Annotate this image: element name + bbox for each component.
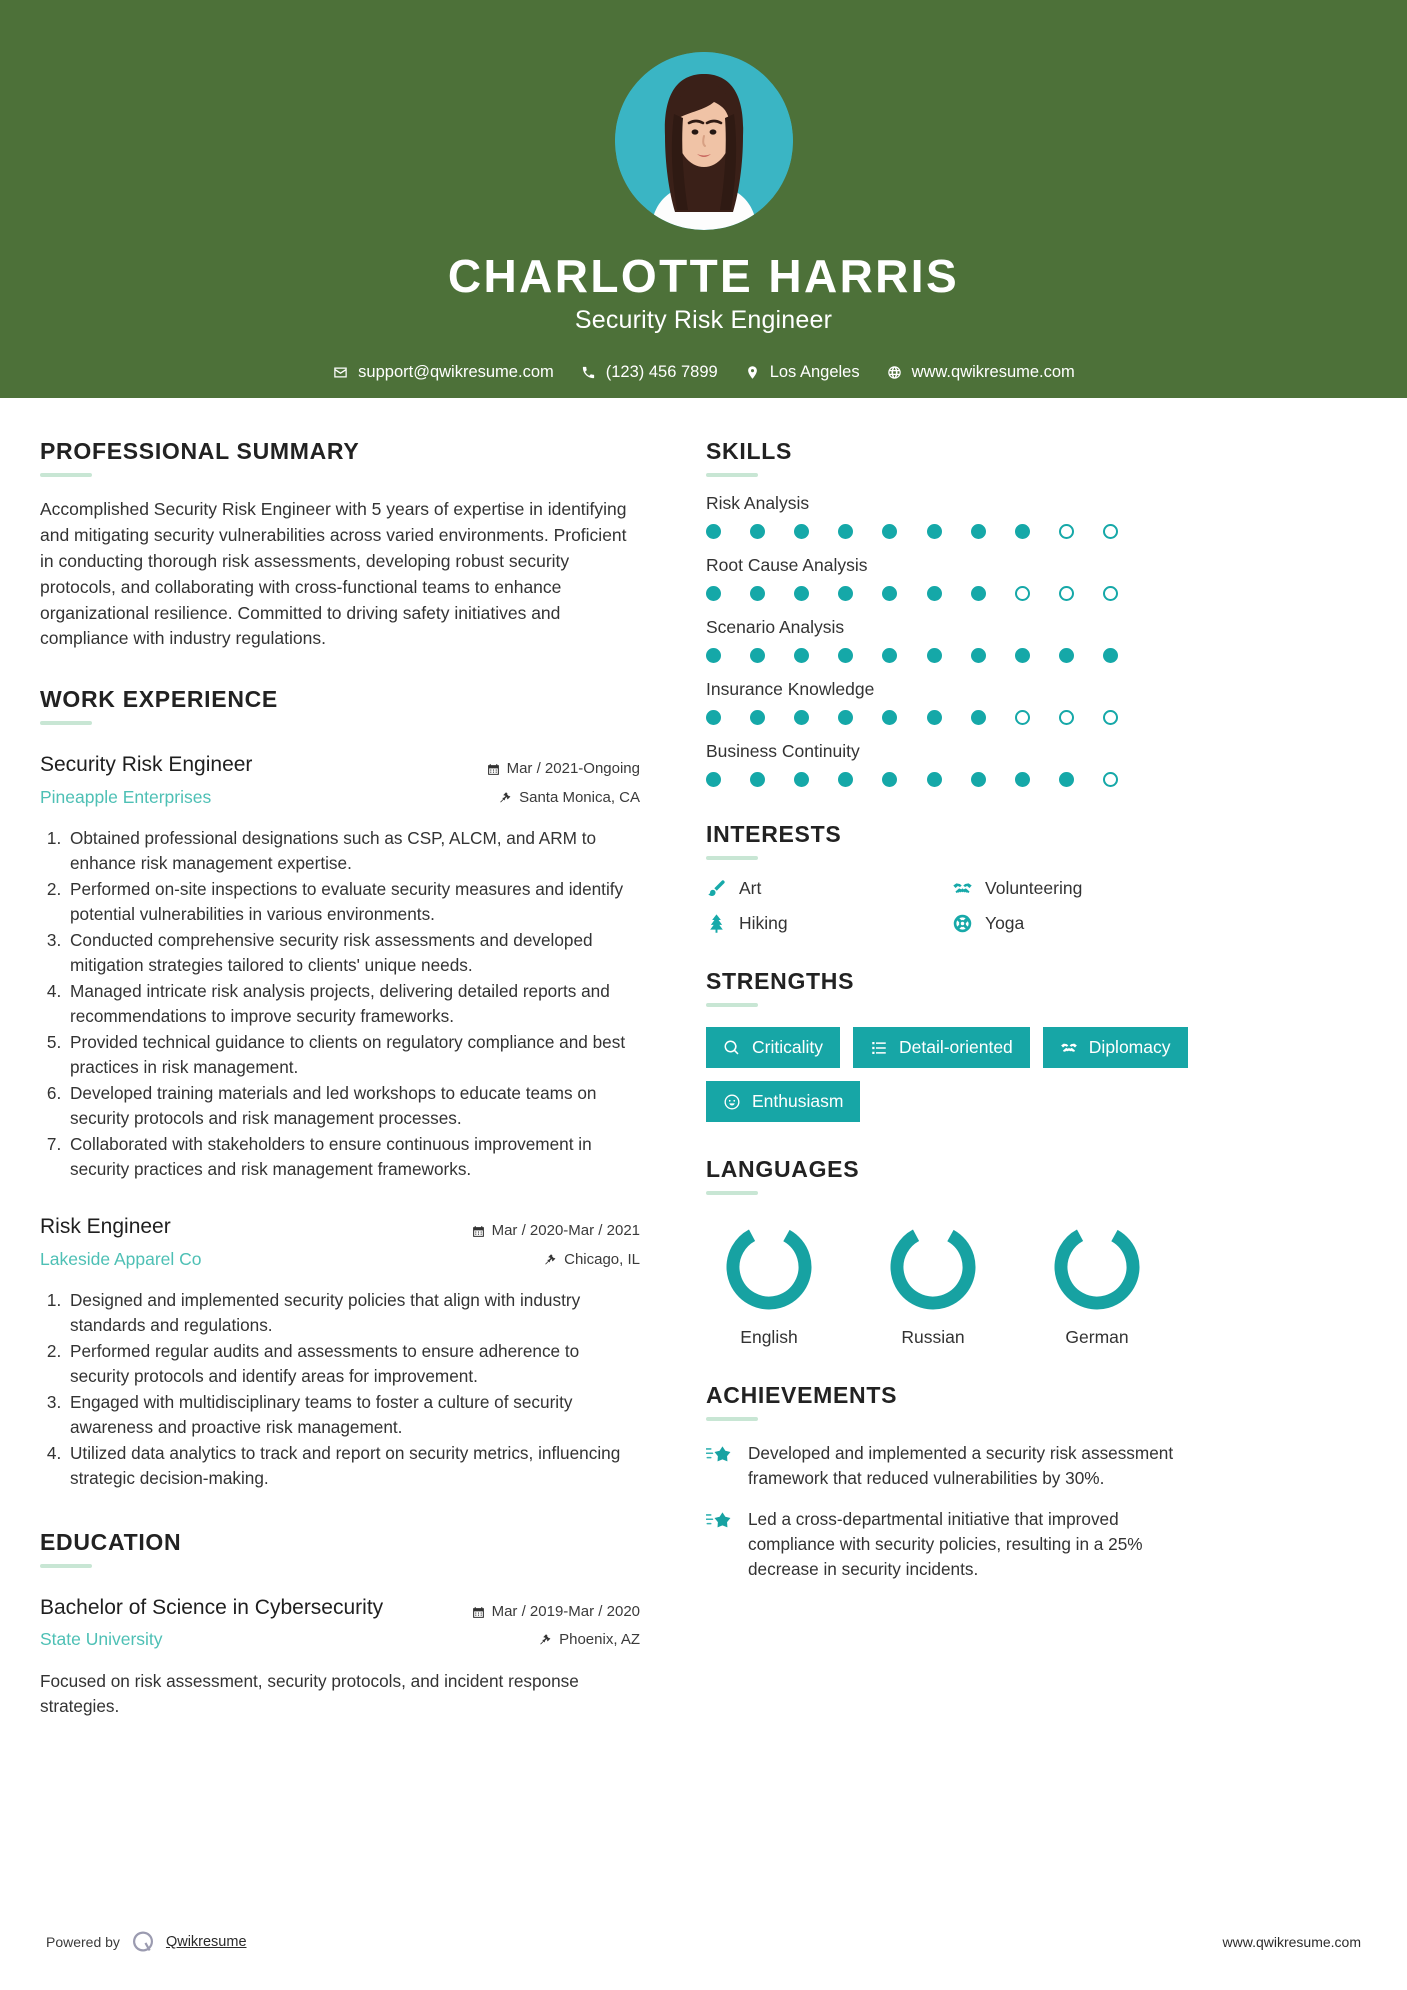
language-donut [870,1219,996,1315]
section-title-strengths: STRENGTHS [706,968,855,994]
skill-item [706,617,1198,663]
work-bullet: 3. Engaged with multidisciplinary teams to foster a culture of security awareness and proactive risk management. [66,1390,640,1440]
skill-dot-filled [971,648,986,663]
skill-dot-filled [882,524,897,539]
contact-phone[interactable] [580,363,718,382]
section-title-work: WORK EXPERIENCE [40,686,278,713]
language-label: English [740,1327,798,1347]
skill-dot-filled [927,524,942,539]
skill-rating [706,710,1118,725]
resume-body [0,398,1407,1727]
section-interests [706,821,1198,934]
skill-dot-filled [971,772,986,787]
skill-dot-filled [838,586,853,601]
skill-dot-empty [1015,586,1030,601]
strength-badge-enthusiasm [706,1081,860,1122]
education-description: Focused on risk assessment, security protocols, and incident response strategies. [40,1670,579,1716]
contact-location-text: Los Angeles [769,363,860,382]
strength-label: Criticality [752,1037,823,1057]
resume-footer [0,1894,1407,1990]
education-entry-left [40,1594,450,1650]
interest-label: Art [739,878,762,898]
skill-dot-filled [838,648,853,663]
language-label: Russian [901,1327,965,1347]
skill-dot-empty [1059,524,1074,539]
language-donut [1034,1219,1160,1315]
skill-dot-filled [971,524,986,539]
qwikresume-logo-icon [130,1929,156,1955]
section-achievements [706,1382,1198,1582]
globe-icon [886,364,903,381]
work-bullet-list [40,826,640,1181]
education-date: Mar / 2019-Mar / 2020 [491,1602,640,1620]
calendar-icon [472,1606,485,1619]
skill-item [706,493,1198,539]
work-location-line [450,784,640,813]
skill-dot-filled [838,772,853,787]
skill-item [706,679,1198,725]
calendar-icon [472,1225,485,1238]
skill-dot-filled [838,524,853,539]
section-rule [706,1003,758,1007]
skill-dot-empty [1103,524,1118,539]
skill-rating [706,586,1118,601]
section-rule [706,1417,758,1421]
work-date-line [450,755,640,784]
work-role: Security Risk Engineer [40,753,253,777]
strength-badge-criticality [706,1027,840,1068]
phone-icon [580,364,597,381]
section-skills [706,438,1198,787]
skill-dot-filled [750,710,765,725]
resume-header [0,0,1407,398]
interest-label: Hiking [739,913,788,933]
strength-badge-detail-oriented [853,1027,1030,1068]
section-rule [40,473,92,477]
location-pin-icon [744,364,761,381]
contact-website[interactable] [886,363,1075,382]
work-date: Mar / 2020-Mar / 2021 [491,1222,640,1240]
skill-dot-filled [706,648,721,663]
skill-label: Insurance Knowledge [706,679,875,699]
language-item [870,1219,996,1348]
section-work-experience [40,686,640,1491]
interests-grid [706,878,1198,934]
section-title-skills: SKILLS [706,438,792,464]
candidate-name: CHARLOTTE HARRIS [447,250,960,302]
skill-dot-filled [927,710,942,725]
star-icon [706,1441,734,1471]
strength-label: Diplomacy [1088,1037,1171,1057]
interest-item [706,913,952,934]
work-role: Risk Engineer [40,1215,171,1239]
work-bullet: 5. Provided technical guidance to clients on regulatory compliance and best practices in risk management. [66,1030,640,1080]
skill-dot-empty [1015,710,1030,725]
skill-dot-filled [1015,772,1030,787]
qwikresume-brand-link[interactable]: Qwikresume [165,1934,247,1950]
work-location-line [450,1246,640,1275]
skill-dot-empty [1059,586,1074,601]
section-rule [40,721,92,725]
work-entry-left [40,751,450,807]
work-bullet: 4. Managed intricate risk analysis projects, delivering detailed reports and recommendations to improve security frameworks. [66,979,640,1029]
candidate-job-title: Security Risk Engineer [574,306,833,335]
achievement-text: Developed and implemented a security risk assessment framework that reduced vulnerabilities by 30%. [748,1443,1174,1488]
section-title-achievements: ACHIEVEMENTS [706,1382,898,1408]
work-location: Santa Monica, CA [519,788,640,806]
work-bullet: 4. Utilized data analytics to track and report on security metrics, influencing strategic decision-making. [66,1441,640,1491]
skill-dot-filled [1015,648,1030,663]
section-title-languages: LANGUAGES [706,1156,860,1182]
education-entry [40,1594,640,1719]
skill-dot-filled [971,586,986,601]
section-title-summary: PROFESSIONAL SUMMARY [40,438,360,464]
skill-dot-empty [1103,586,1118,601]
skill-dot-filled [927,648,942,663]
skill-dot-empty [1103,710,1118,725]
skill-dot-filled [794,648,809,663]
education-entry-meta [450,1594,640,1655]
magnifier-icon [723,1039,741,1057]
skill-dot-filled [927,772,942,787]
work-entry-meta [450,1213,640,1274]
skill-dot-filled [794,524,809,539]
skill-dot-filled [750,648,765,663]
skill-dot-filled [750,524,765,539]
skill-rating [706,524,1118,539]
skill-dot-filled [971,710,986,725]
footer-powered-by-label: Powered by [46,1934,120,1950]
skill-dot-filled [1059,772,1074,787]
skill-dot-filled [706,524,721,539]
smiley-icon [723,1093,741,1111]
skill-dot-filled [794,710,809,725]
calendar-icon [487,763,500,776]
right-column [678,438,1198,1727]
interest-label: Volunteering [985,878,1083,898]
languages-list [706,1219,1198,1348]
education-school: State University [40,1629,163,1650]
summary-text: Accomplished Security Risk Engineer with 5 years of expertise in identifying and mitigating security vulnerabilities across varied environments. Proficient in conducting thorough risk assessments, developing robust security protocols, and collaborating with cross-functional teams to enhance organizational resilience. Committed to driving safety initiatives and compliance with industry regulations. [40,499,627,649]
interest-item [952,878,1198,899]
work-organization: Lakeside Apparel Co [40,1248,202,1269]
skill-dot-filled [706,710,721,725]
footer-brand [46,1929,247,1955]
interest-label: Yoga [985,913,1025,933]
left-column [40,438,640,1727]
paintbrush-icon [706,878,727,899]
skill-label: Root Cause Analysis [706,555,868,575]
work-entry [40,1213,640,1491]
skill-item [706,555,1198,601]
list-icon [870,1039,888,1057]
interest-item [706,878,952,899]
star-icon [706,1507,734,1537]
work-entry-meta [450,751,640,812]
skill-item [706,741,1198,787]
work-bullet: 7. Collaborated with stakeholders to ensure continuous improvement in security practices and risk management frameworks. [66,1132,640,1182]
work-entry-head [40,751,640,812]
strength-label: Enthusiasm [752,1091,844,1111]
skill-dot-filled [1059,648,1074,663]
achievement-item [706,1507,1198,1582]
handshake-icon [1060,1039,1078,1057]
skill-dot-empty [1059,710,1074,725]
avatar [615,52,793,230]
contact-phone-text: (123) 456 7899 [605,363,718,382]
lifebuoy-icon [952,913,973,934]
work-entry-left [40,1213,450,1269]
skill-label: Scenario Analysis [706,617,845,637]
work-bullet: 1. Designed and implemented security policies that align with industry standards and regulations. [66,1288,640,1338]
work-entry-head [40,1213,640,1274]
education-entry-head [40,1594,640,1655]
skill-dot-filled [794,772,809,787]
section-rule [40,1564,92,1568]
education-location-line [450,1626,640,1655]
skill-rating [706,648,1118,663]
skill-rating [706,772,1118,787]
skill-dot-filled [706,586,721,601]
tree-icon [706,913,727,934]
contact-location [744,363,860,382]
language-label: German [1065,1327,1129,1347]
avatar-photo [615,52,793,230]
skill-dot-filled [1103,648,1118,663]
education-date-line [450,1598,640,1627]
skill-dot-filled [794,586,809,601]
work-entry [40,751,640,1181]
achievement-item [706,1441,1198,1491]
skill-dot-filled [1015,524,1030,539]
skill-label: Business Continuity [706,741,860,761]
skill-dot-filled [882,710,897,725]
section-strengths [706,968,1198,1122]
work-bullet: 2. Performed regular audits and assessments to ensure adherence to security protocols and identify areas for improvement. [66,1339,640,1389]
section-languages [706,1156,1198,1348]
work-organization: Pineapple Enterprises [40,786,212,807]
section-rule [706,473,758,477]
education-degree: Bachelor of Science in Cybersecurity [40,1595,384,1619]
education-location: Phoenix, AZ [559,1631,640,1649]
skill-dot-filled [838,710,853,725]
language-item [1034,1219,1160,1348]
envelope-icon [332,364,349,381]
section-rule [706,856,758,860]
work-bullet: 6. Developed training materials and led workshops to educate teams on security protocols and risk management processes. [66,1081,640,1131]
pushpin-icon [499,792,512,805]
section-education [40,1529,640,1719]
contact-email-text: support@qwikresume.com [358,363,554,382]
section-rule [706,1191,758,1195]
work-date-line [450,1217,640,1246]
work-bullet: 1. Obtained professional designations such as CSP, ALCM, and ARM to enhance risk management expertise. [66,826,640,876]
skill-dot-filled [882,586,897,601]
skill-dot-filled [706,772,721,787]
strength-badge-diplomacy [1043,1027,1188,1068]
handshake-icon [952,878,973,899]
skill-dot-empty [1103,772,1118,787]
section-professional-summary [40,438,640,652]
work-location: Chicago, IL [564,1250,640,1268]
section-title-education: EDUCATION [40,1528,182,1555]
skill-dot-filled [882,772,897,787]
skill-dot-filled [750,772,765,787]
skill-dot-filled [882,648,897,663]
work-date: Mar / 2021-Ongoing [506,760,640,778]
skill-dot-filled [750,586,765,601]
contact-email[interactable] [332,363,554,382]
work-bullet: 3. Conducted comprehensive security risk assessments and developed mitigation strategies tailored to clients' unique needs. [66,928,640,978]
strength-label: Detail-oriented [898,1037,1013,1057]
pushpin-icon [539,1634,552,1647]
pushpin-icon [544,1254,557,1267]
footer-website[interactable]: www.qwikresume.com [1222,1934,1361,1950]
strengths-list [706,1027,1198,1122]
contact-row [332,363,1075,382]
skill-label: Risk Analysis [706,493,810,513]
achievement-text: Led a cross-departmental initiative that improved compliance with security policies, resulting in a 25% decrease in security incidents. [748,1508,1143,1579]
work-bullet-list [40,1288,640,1491]
skill-dot-filled [927,586,942,601]
work-bullet: 2. Performed on-site inspections to evaluate security measures and identify potential vulnerabilities in various environments. [66,877,640,927]
contact-website-text: www.qwikresume.com [911,363,1075,382]
language-item [706,1219,832,1348]
language-donut [706,1219,832,1315]
interest-item [952,913,1198,934]
section-title-interests: INTERESTS [706,821,842,847]
